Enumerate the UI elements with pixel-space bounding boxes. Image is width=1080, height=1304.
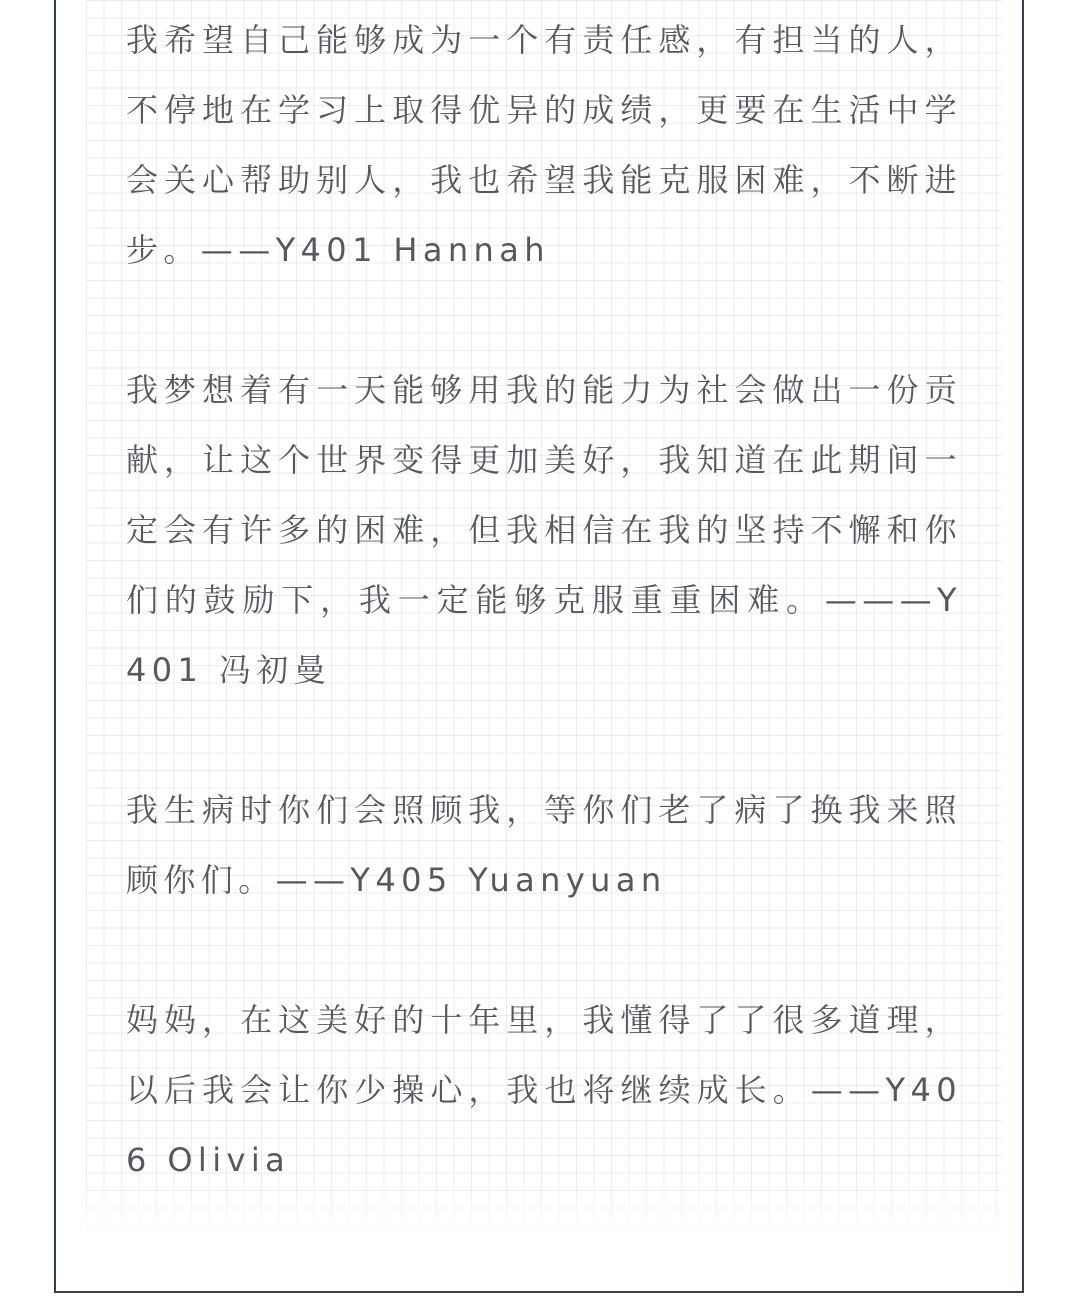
message-paragraph: 我梦想着有一天能够用我的能力为社会做出一份贡献，让这个世界变得更加美好，我知道在此期间一定会有许多的困难，但我相信在我的坚持不懈和你们的鼓励下，我一定能够克服重重困难。———Y401 冯初曼 — [126, 371, 962, 689]
message-paragraph: 妈妈，在这美好的十年里，我懂得了了很多道理，以后我会让你少操心，我也将继续成长。——Y406 Olivia — [126, 1001, 962, 1179]
message-paragraph: 我希望自己能够成为一个有责任感，有担当的人，不停地在学习上取得优异的成绩，更要在生活中学会关心帮助别人，我也希望我能克服困难，不断进步。——Y401 Hannah — [126, 21, 962, 269]
message-paragraph: 我生病时你们会照顾我，等你们老了病了换我来照顾你们。——Y405 Yuanyuan — [126, 791, 962, 899]
message-card — [54, 0, 1024, 1293]
